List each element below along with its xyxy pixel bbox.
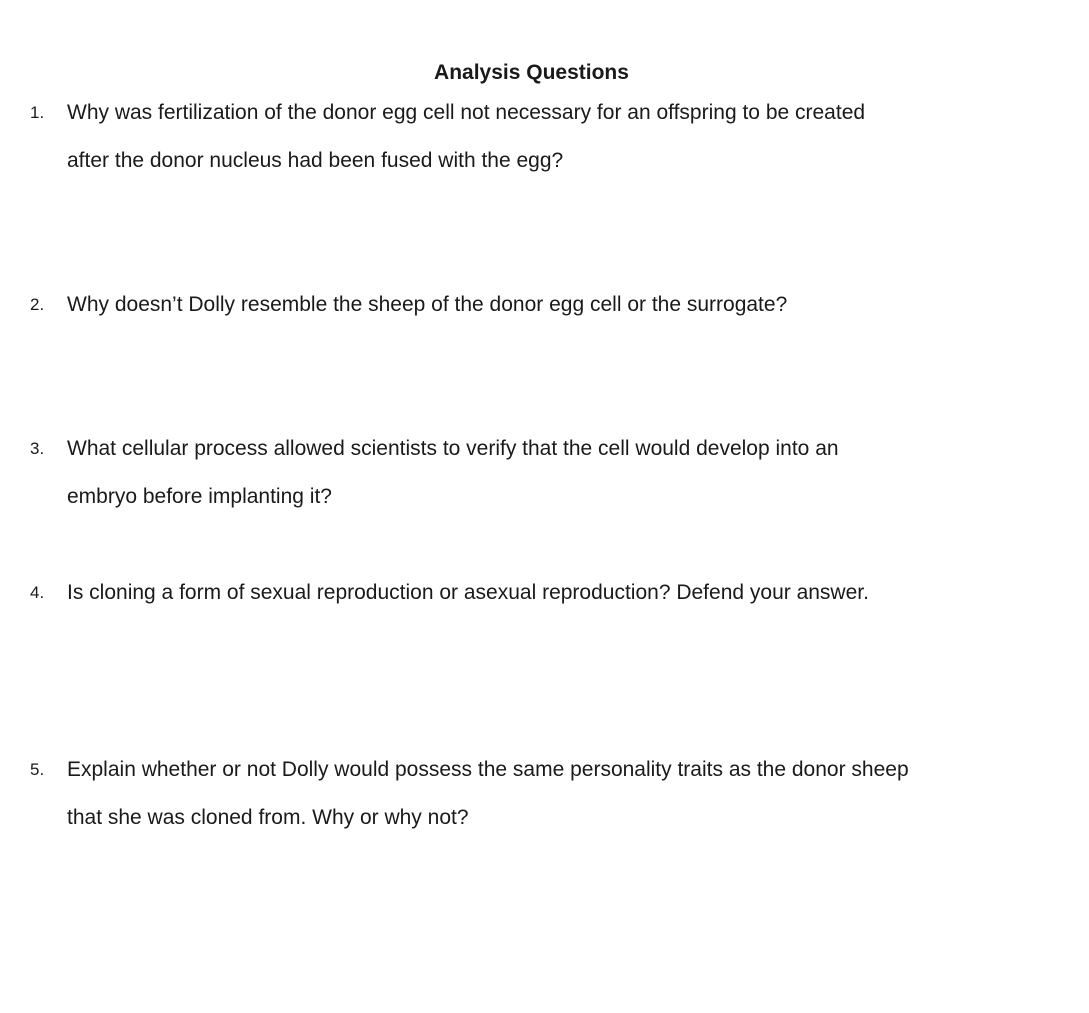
question-number: 3. xyxy=(30,439,45,458)
question-text xyxy=(67,569,1052,617)
question-number: 5. xyxy=(30,760,45,779)
question-line: that she was cloned from. Why or why not? xyxy=(67,806,469,829)
question-text xyxy=(67,89,1052,185)
question-line: embryo before implanting it? xyxy=(67,485,332,508)
question-text xyxy=(67,425,1052,521)
question-number: 1. xyxy=(30,103,45,122)
question-line: Explain whether or not Dolly would possess the same personality traits as the donor sheep xyxy=(67,758,909,781)
question-line: Is cloning a form of sexual reproduction or asexual reproduction? Defend your answer. xyxy=(67,581,869,604)
question-line: after the donor nucleus had been fused with the egg? xyxy=(67,149,564,172)
question-number: 4. xyxy=(30,583,45,602)
question-line: What cellular process allowed scientists to verify that the cell would develop into an xyxy=(67,437,839,460)
question-number: 2. xyxy=(30,295,45,314)
question-line: Why was fertilization of the donor egg cell not necessary for an offspring to be created xyxy=(67,101,866,124)
question-text xyxy=(67,281,1052,329)
question-line: Why doesn’t Dolly resemble the sheep of the donor egg cell or the surrogate? xyxy=(67,293,788,316)
question-text xyxy=(67,746,1052,842)
page-title: Analysis Questions xyxy=(434,61,629,84)
